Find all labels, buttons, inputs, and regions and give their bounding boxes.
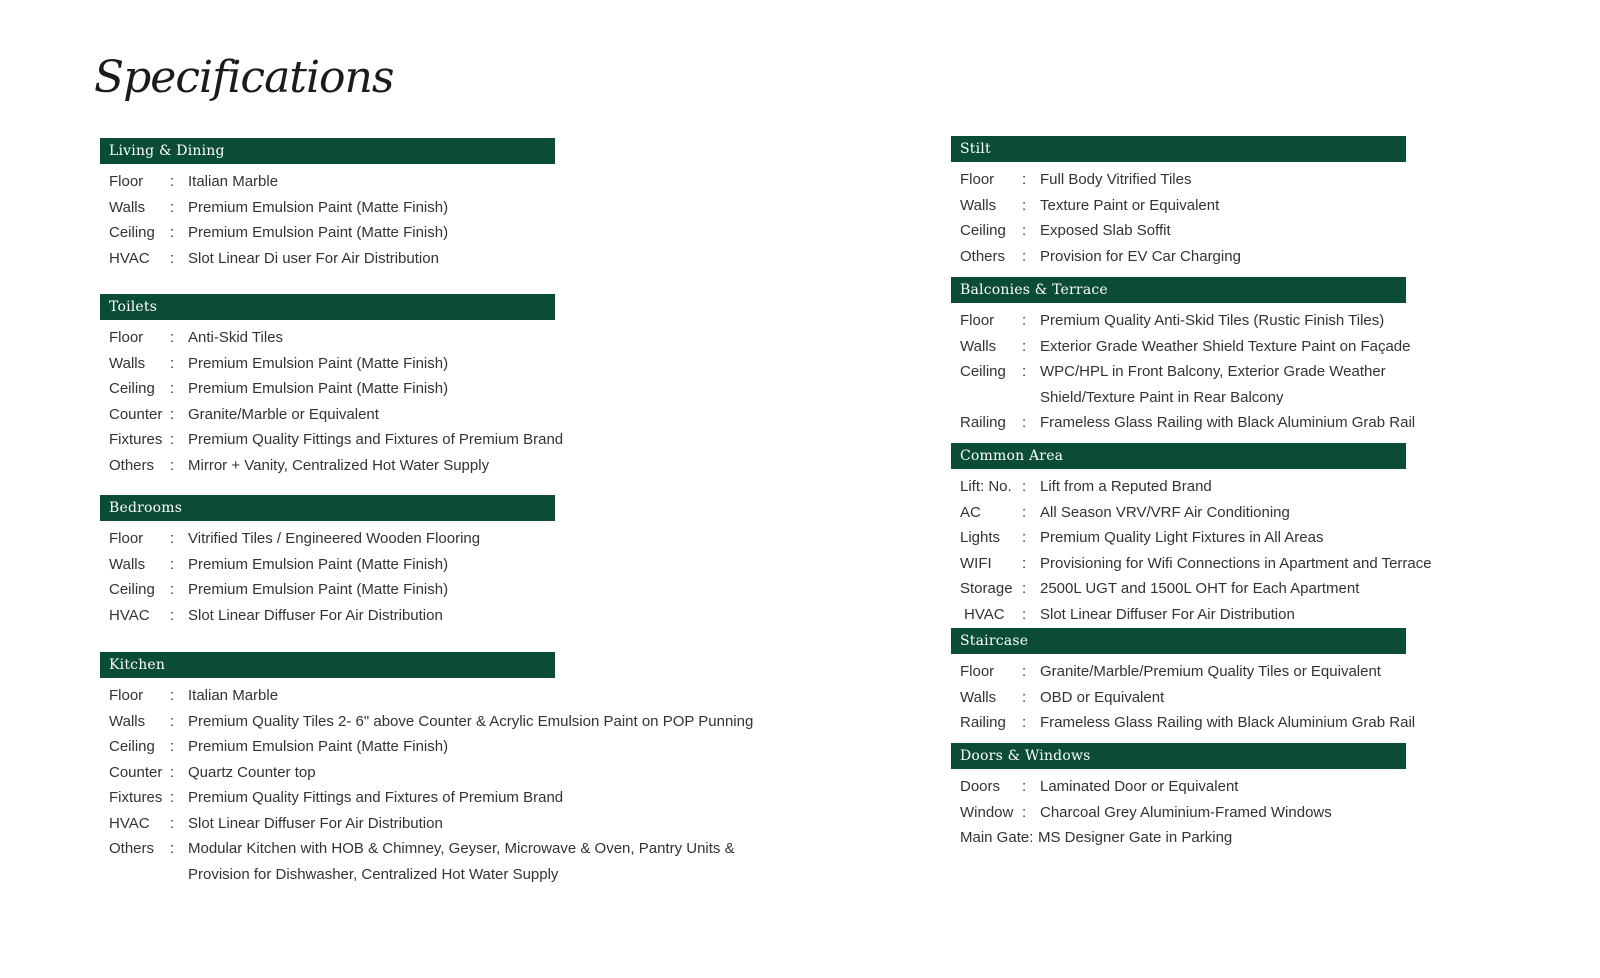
spec-value: WPC/HPL in Front Balcony, Exterior Grade Weather Shield/Texture Paint in Rear Balcony — [1040, 363, 1386, 406]
spec-label: Walls — [109, 712, 146, 730]
spec-value: Premium Emulsion Paint (Matte Finish) — [188, 738, 449, 755]
spec-value: Italian Marble — [188, 173, 279, 190]
spec-row: HVAC : Slot Linear Diffuser For Air Distribution — [951, 602, 1551, 628]
spec-label: Ceiling — [109, 581, 155, 598]
spec-row: Lights : Premium Quality Light Fixtures in All Areas — [951, 525, 1551, 551]
section-header: Living & Dining — [100, 138, 555, 164]
section-header: Common Area — [951, 443, 1406, 469]
spec-row: Counter : Quartz Counter top — [100, 760, 800, 786]
spec-row: Fixtures : Premium Quality Fittings and Fixtures of Premium Brand — [100, 427, 800, 453]
spec-row: Railing : Frameless Glass Railing with Black Aluminium Grab Rail — [951, 410, 1551, 436]
spec-label: Ceiling — [109, 380, 155, 397]
spec-value: 2500L UGT and 1500L OHT for Each Apartment — [1040, 580, 1360, 597]
section-balconies-terrace — [951, 277, 1551, 443]
spec-row — [951, 825, 1551, 851]
spec-row: Railing : Frameless Glass Railing with Black Aluminium Grab Rail — [951, 710, 1551, 736]
spec-value: Granite/Marble/Premium Quality Tiles or Equivalent — [1040, 663, 1381, 680]
section-stilt — [951, 136, 1551, 277]
spec-label: Ceiling — [960, 363, 1006, 380]
spec-value: Frameless Glass Railing with Black Aluminium Grab Rail — [1040, 714, 1416, 731]
spec-row: Ceiling : Premium Emulsion Paint (Matte Finish) — [100, 734, 800, 760]
spec-value: Modular Kitchen with HOB & Chimney, Geyser, Microwave & Oven, Pantry Units & Provision for Dishwasher, Centralized Hot Water Supply — [188, 840, 735, 883]
spec-label: Main Gate: — [960, 829, 1034, 846]
spec-label: Doors — [960, 778, 1001, 795]
section-header: Staircase — [951, 628, 1406, 654]
spec-value: Premium Emulsion Paint (Matte Finish) — [188, 198, 449, 216]
spec-row: Ceiling : Premium Emulsion Paint (Matte Finish) — [100, 376, 800, 402]
spec-value: Full Body Vitrified Tiles — [1040, 171, 1192, 188]
spec-value: Slot Linear Diffuser For Air Distribution — [188, 814, 443, 832]
spec-label: Floor — [109, 329, 144, 346]
section-common-area — [951, 443, 1551, 628]
spec-value: Slot Linear Diffuser For Air Distribution — [1040, 605, 1295, 623]
spec-value: Charcoal Grey Aluminium-Framed Windows — [1040, 803, 1332, 821]
spec-value: OBD or Equivalent — [1040, 688, 1165, 706]
spec-label: Railing — [960, 714, 1006, 731]
spec-label: AC — [960, 503, 981, 521]
spec-row: Others : Mirror + Vanity, Centralized Hot Water Supply — [100, 453, 800, 479]
section-kitchen — [100, 652, 800, 887]
spec-label: Railing — [960, 414, 1006, 431]
page-title: Specifications — [94, 52, 394, 103]
spec-row: AC : All Season VRV/VRF Air Conditioning — [951, 500, 1551, 526]
spec-label: Lift: No. — [960, 478, 1012, 495]
spec-row: WIFI : Provisioning for Wifi Connections in Apartment and Terrace — [951, 551, 1551, 577]
spec-label: Floor — [960, 663, 995, 680]
spec-label: Walls — [109, 354, 146, 372]
spec-row: Walls : Premium Emulsion Paint (Matte Finish) — [100, 552, 800, 578]
spec-value: Premium Quality Tiles 2- 6" above Counter & Acrylic Emulsion Paint on POP Punning — [188, 712, 754, 730]
spec-row: Floor : Granite/Marble/Premium Quality Tiles or Equivalent — [951, 659, 1551, 685]
spec-label: HVAC — [109, 249, 150, 267]
spec-row: Ceiling : Premium Emulsion Paint (Matte Finish) — [100, 220, 800, 246]
spec-label: Storage — [960, 580, 1013, 597]
spec-value: Quartz Counter top — [188, 763, 316, 781]
spec-row: Floor : Premium Quality Anti-Skid Tiles (Rustic Finish Tiles) — [951, 308, 1551, 334]
section-header: Kitchen — [100, 652, 555, 678]
section-toilets — [100, 294, 800, 495]
spec-label: Counter — [109, 405, 163, 423]
spec-label: HVAC — [964, 605, 1005, 623]
section-header: Bedrooms — [100, 495, 555, 521]
section-doors-windows — [951, 743, 1551, 851]
spec-row: Counter : Granite/Marble or Equivalent — [100, 402, 800, 428]
spec-row: Ceiling : WPC/HPL in Front Balcony, Exterior Grade Weather Shield/Texture Paint in Rear Balcony — [951, 359, 1421, 410]
spec-label: Others — [109, 840, 155, 857]
spec-value: Slot Linear Di user For Air Distribution — [188, 249, 439, 267]
section-staircase — [951, 628, 1551, 743]
spec-label: HVAC — [109, 606, 150, 624]
spec-value: Premium Emulsion Paint (Matte Finish) — [188, 354, 449, 372]
spec-value: Frameless Glass Railing with Black Aluminium Grab Rail — [1040, 414, 1416, 431]
spec-label: Walls — [960, 196, 997, 214]
spec-value: Slot Linear Diffuser For Air Distribution — [188, 606, 443, 624]
spec-label: Fixtures — [109, 431, 163, 448]
spec-value: Premium Quality Fittings and Fixtures of Premium Brand — [188, 431, 564, 448]
section-bedrooms — [100, 495, 800, 652]
spec-value: Premium Quality Anti-Skid Tiles (Rustic Finish Tiles) — [1040, 312, 1385, 329]
spec-row: Doors : Laminated Door or Equivalent — [951, 774, 1551, 800]
section-living-dining — [100, 138, 800, 294]
spec-value: Premium Emulsion Paint (Matte Finish) — [188, 380, 449, 397]
spec-label: Floor — [960, 312, 995, 329]
spec-value: Anti-Skid Tiles — [188, 329, 284, 346]
section-header: Balconies & Terrace — [951, 277, 1406, 303]
left-column — [100, 138, 800, 887]
spec-value: Provisioning for Wifi Connections in Apartment and Terrace — [1040, 554, 1432, 572]
spec-label: Others — [109, 456, 155, 474]
spec-value: Premium Emulsion Paint (Matte Finish) — [188, 581, 449, 598]
spec-value: Premium Quality Light Fixtures in All Areas — [1040, 529, 1324, 546]
spec-row: Fixtures : Premium Quality Fittings and Fixtures of Premium Brand — [100, 785, 800, 811]
spec-value: Premium Emulsion Paint (Matte Finish) — [188, 224, 449, 241]
spec-label: Lights — [960, 529, 1001, 546]
spec-label: Walls — [109, 198, 146, 216]
spec-row: Floor : Full Body Vitrified Tiles — [951, 167, 1551, 193]
spec-value: Exterior Grade Weather Shield Texture Paint on Façade — [1040, 337, 1411, 355]
spec-label: Floor — [109, 687, 144, 704]
spec-value: Exposed Slab Soffit — [1040, 222, 1171, 239]
spec-label: Window — [960, 803, 1014, 821]
spec-value: Premium Quality Fittings and Fixtures of Premium Brand — [188, 789, 564, 806]
spec-label: Ceiling — [960, 222, 1006, 239]
spec-label: Counter — [109, 763, 163, 781]
spec-row: Walls : Premium Emulsion Paint (Matte Finish) — [100, 195, 800, 221]
spec-row: Walls : Texture Paint or Equivalent — [951, 193, 1551, 219]
section-header: Stilt — [951, 136, 1406, 162]
spec-value: MS Designer Gate in Parking — [1038, 829, 1233, 846]
spec-label: Walls — [960, 337, 997, 355]
spec-row: Floor : Italian Marble — [100, 169, 800, 195]
spec-value: Laminated Door or Equivalent — [1040, 778, 1239, 795]
spec-row: Others : Modular Kitchen with HOB & Chimney, Geyser, Microwave & Oven, Pantry Units & Provision for Dishwasher, Centralized Hot Water Supply — [100, 836, 790, 887]
spec-label: Walls — [960, 688, 997, 706]
section-header: Doors & Windows — [951, 743, 1406, 769]
spec-value: Premium Emulsion Paint (Matte Finish) — [188, 555, 449, 573]
spec-label: Walls — [109, 555, 146, 573]
spec-value: Italian Marble — [188, 687, 279, 704]
spec-row: Ceiling : Premium Emulsion Paint (Matte Finish) — [100, 577, 800, 603]
spec-value: Lift from a Reputed Brand — [1040, 478, 1212, 495]
spec-row: Lift: No. : Lift from a Reputed Brand — [951, 474, 1551, 500]
spec-row: Walls : Premium Emulsion Paint (Matte Finish) — [100, 351, 800, 377]
spec-value: Granite/Marble or Equivalent — [188, 405, 379, 423]
spec-label: Floor — [109, 173, 144, 190]
spec-label: WIFI — [960, 554, 992, 572]
spec-label: Ceiling — [109, 224, 155, 241]
spec-row: HVAC : Slot Linear Diffuser For Air Distribution — [100, 811, 800, 837]
spec-row: Others : Provision for EV Car Charging — [951, 244, 1551, 270]
spec-label: Floor — [960, 171, 995, 188]
spec-row: Walls : OBD or Equivalent — [951, 685, 1551, 711]
spec-value: Texture Paint or Equivalent — [1040, 196, 1220, 214]
spec-value: All Season VRV/VRF Air Conditioning — [1040, 503, 1290, 521]
spec-row: Walls : Exterior Grade Weather Shield Texture Paint on Façade — [951, 334, 1551, 360]
spec-label: Floor — [109, 530, 144, 547]
spec-value: Mirror + Vanity, Centralized Hot Water Supply — [188, 456, 490, 474]
spec-label: HVAC — [109, 814, 150, 832]
spec-label: Fixtures — [109, 789, 163, 806]
spec-value: Vitrified Tiles / Engineered Wooden Flooring — [188, 530, 481, 547]
spec-row: Floor : Italian Marble — [100, 683, 800, 709]
spec-row: Window : Charcoal Grey Aluminium-Framed Windows — [951, 800, 1551, 826]
spec-row: Storage : 2500L UGT and 1500L OHT for Each Apartment — [951, 576, 1551, 602]
spec-row: Floor : Anti-Skid Tiles — [100, 325, 800, 351]
spec-row: HVAC : Slot Linear Diffuser For Air Distribution — [100, 603, 800, 629]
right-column — [951, 136, 1551, 851]
spec-label: Ceiling — [109, 738, 155, 755]
section-header: Toilets — [100, 294, 555, 320]
spec-row: Walls : Premium Quality Tiles 2- 6" above Counter & Acrylic Emulsion Paint on POP Punning — [100, 709, 780, 735]
spec-label: Others — [960, 247, 1006, 265]
spec-value: Provision for EV Car Charging — [1040, 247, 1241, 265]
spec-row: Floor : Vitrified Tiles / Engineered Wooden Flooring — [100, 526, 800, 552]
spec-row: HVAC : Slot Linear Di user For Air Distribution — [100, 246, 800, 272]
spec-row: Ceiling : Exposed Slab Soffit — [951, 218, 1551, 244]
